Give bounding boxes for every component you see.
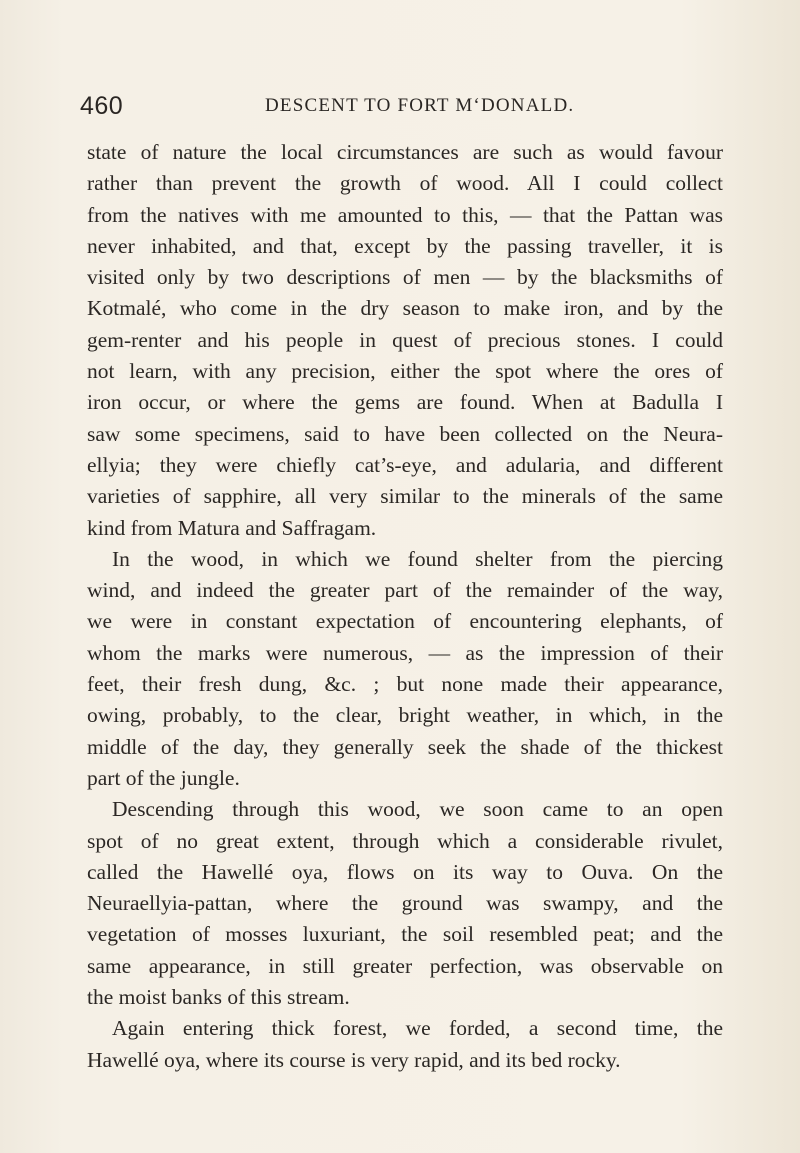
paragraph xyxy=(87,544,723,794)
text-line: owing, probably, to the clear, bright weather, in which, in the xyxy=(87,703,723,728)
paragraph xyxy=(87,137,723,544)
paragraph xyxy=(87,1013,723,1076)
text-line: In the wood, in which we found shelter from the piercing xyxy=(112,546,723,571)
text-line: rather than prevent the growth of wood. All I could collect xyxy=(87,171,723,196)
text-line: whom the marks were numerous, — as the impression of their xyxy=(87,640,723,665)
text-line: kind from Matura and Saffragam. xyxy=(87,515,377,540)
text-line: varieties of sapphire, all very similar to the minerals of the same xyxy=(87,484,723,509)
text-line: same appearance, in still greater perfection, was observable on xyxy=(87,953,723,978)
text-line: called the Hawellé oya, flows on its way to Ouva. On the xyxy=(87,859,723,884)
paragraph xyxy=(87,794,723,1013)
page-header xyxy=(80,92,720,122)
text-line: saw some specimens, said to have been collected on the Neura- xyxy=(87,421,723,446)
text-line: ellyia; they were chiefly cat’s-eye, and adularia, and different xyxy=(87,452,723,477)
text-line: the moist banks of this stream. xyxy=(87,985,350,1010)
page-number: 460 xyxy=(80,92,124,120)
text-line: never inhabited, and that, except by the passing traveller, it is xyxy=(87,233,723,258)
text-line: Again entering thick forest, we forded, a second time, the xyxy=(112,1016,723,1041)
text-line: state of nature the local circumstances are such as would favour xyxy=(87,140,723,164)
running-head: DESCENT TO FORT M‘DONALD. xyxy=(265,95,575,116)
text-line: spot of no great extent, through which a considerable rivulet, xyxy=(87,828,723,853)
text-line: vegetation of mosses luxuriant, the soil resembled peat; and the xyxy=(87,922,723,947)
text-line: gem-renter and his people in quest of precious stones. I could xyxy=(87,327,723,352)
text-line: wind, and indeed the greater part of the remainder of the way, xyxy=(87,578,723,603)
text-line: middle of the day, they generally seek the shade of the thickest xyxy=(87,734,723,759)
text-line: Kotmalé, who come in the dry season to make iron, and by the xyxy=(87,296,723,321)
text-line: Neuraellyia-pattan, where the ground was swampy, and the xyxy=(87,891,723,916)
body-text xyxy=(87,137,723,1076)
text-line: Descending through this wood, we soon came to an open xyxy=(112,797,723,822)
text-line: visited only by two descriptions of men — by the blacksmiths of xyxy=(87,265,723,290)
text-line: we were in constant expectation of encountering elephants, of xyxy=(87,609,723,634)
text-line: feet, their fresh dung, &c. ; but none made their appearance, xyxy=(87,672,723,697)
text-line: from the natives with me amounted to this, — that the Pattan was xyxy=(87,202,723,227)
text-line: not learn, with any precision, either the spot where the ores of xyxy=(87,359,723,384)
text-line: Hawellé oya, where its course is very rapid, and its bed rocky. xyxy=(87,1047,621,1072)
text-line: part of the jungle. xyxy=(87,765,240,790)
text-line: iron occur, or where the gems are found. When at Badulla I xyxy=(87,390,723,415)
